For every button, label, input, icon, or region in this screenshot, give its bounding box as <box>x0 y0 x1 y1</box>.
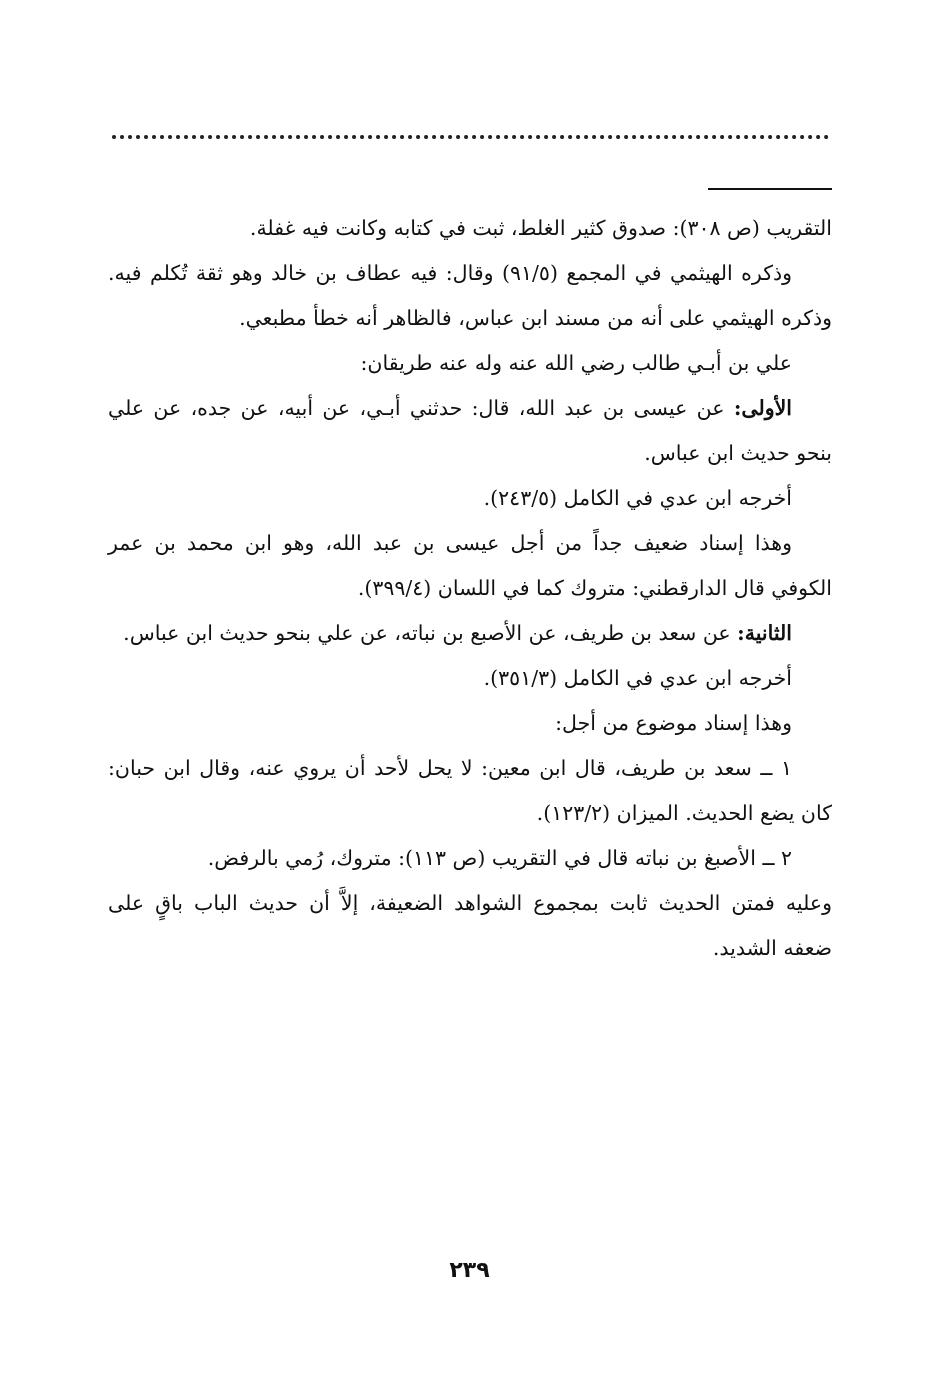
footnote-text <box>108 206 832 971</box>
paragraph-kamil-1: أخرجه ابن عدي في الكامل (٢٤٣/٥). <box>483 486 792 510</box>
paragraph-fabricated: وهذا إسناد موضوع من أجل: <box>555 711 792 735</box>
first-route-label: الأولى: <box>733 396 792 420</box>
page-number: ٢٣٩ <box>449 1258 490 1283</box>
second-route-label: الثانية: <box>737 621 792 645</box>
paragraph-second-route <box>108 611 832 656</box>
second-route-text: عن سعد بن طريف، عن الأصبع بن نباته، عن علي بنحو حديث ابن عباس. <box>123 621 738 645</box>
paragraph-item-2: ٢ ــ الأصبغ بن نباته قال في التقريب (ص ١١٣): متروك، رُمي بالرفض. <box>207 846 792 870</box>
paragraph-taqrib: التقريب (ص ٣٠٨): صدوق كثير الغلط، ثبت في كتابه وكانت فيه غفلة. <box>249 216 832 240</box>
paragraph-kamil-2: أخرجه ابن عدي في الكامل (٣٥١/٣). <box>483 666 792 690</box>
paragraph-conclusion: وعليه فمتن الحديث ثابت بمجموع الشواهد الضعيفة، إلاَّ أن حديث الباب باقٍ على ضعفه الشديد. <box>108 891 832 960</box>
paragraph-first-route <box>108 386 832 476</box>
first-route-text: عن عيسى بن عبد الله، قال: حدثني أبـي، عن أبيه، عن جده، عن علي بنحو حديث ابن عباس. <box>108 396 832 465</box>
paragraph-haythami: وذكره الهيثمي في المجمع (٩١/٥) وقال: فيه عطاف بن خالد وهو ثقة تُكلم فيه. وذكره الهيثمي على أنه من مسند ابن عباس، فالظاهر أنه خطأ مطبعي. <box>108 261 832 330</box>
paragraph-item-1: ١ ــ سعد بن طريف، قال ابن معين: لا يحل لأحد أن يروي عنه، وقال ابن حبان: كان يضع الحديث. الميزان (١٢٣/٢). <box>108 756 832 825</box>
footnote-rule <box>708 188 832 190</box>
dotted-separator <box>112 135 829 139</box>
paragraph-weak-chain: وهذا إسناد ضعيف جداً من أجل عيسى بن عبد الله، وهو ابن محمد بن عمر الكوفي قال الدارقطني: متروك كما في اللسان (٣٩٩/٤). <box>108 531 832 600</box>
paragraph-ali-intro: علي بن أبـي طالب رضي الله عنه وله عنه طريقان: <box>360 351 792 375</box>
